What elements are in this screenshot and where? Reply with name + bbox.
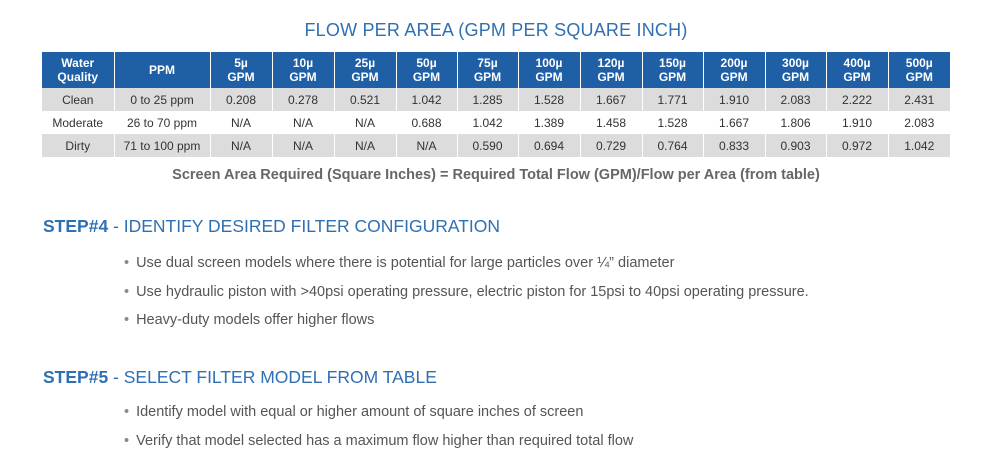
column-header [765, 52, 826, 88]
column-header-line: 120µ [597, 56, 625, 70]
table-cell: 0.972 [826, 134, 888, 157]
column-header [114, 52, 210, 88]
table-cell: 0.208 [210, 88, 272, 111]
column-header-line: 10µ [292, 56, 314, 70]
step-4-heading [43, 216, 500, 237]
step-5-bullet-list [124, 398, 633, 455]
bullet-icon: • [124, 255, 130, 271]
table-cell: N/A [396, 134, 457, 157]
table-cell: 1.458 [580, 111, 642, 134]
table-cell: 1.910 [703, 88, 765, 111]
bullet-icon: • [124, 312, 130, 328]
column-header-line: 100µ [535, 56, 563, 70]
column-header [334, 52, 396, 88]
list-item [124, 398, 633, 427]
table-cell: 1.528 [642, 111, 703, 134]
column-header [642, 52, 703, 88]
column-header [272, 52, 334, 88]
step-4-bullet-list [124, 249, 809, 335]
table-cell: 2.083 [765, 88, 826, 111]
bullet-icon: • [124, 283, 130, 300]
column-header-line: 25µ [354, 56, 376, 70]
table-cell: 1.389 [518, 111, 580, 134]
column-header-line: GPM [535, 70, 563, 84]
table-cell: 1.910 [826, 111, 888, 134]
list-item [124, 278, 809, 307]
table-cell: 71 to 100 ppm [114, 134, 210, 157]
table-cell: 0.903 [765, 134, 826, 157]
column-header-line: GPM [597, 70, 625, 84]
column-header-line: Water [61, 56, 95, 70]
table-cell: 0.694 [518, 134, 580, 157]
column-header-line: 75µ [477, 56, 498, 70]
column-header-line: PPM [148, 63, 175, 77]
table-cell: 0.521 [334, 88, 396, 111]
table-cell: Moderate [42, 111, 114, 134]
list-item-text: Use dual screen models where there is potential for large particles over ¼” diameter [136, 255, 675, 271]
table-cell: 2.222 [826, 88, 888, 111]
column-header-line: GPM [843, 70, 871, 84]
table-cell: N/A [210, 134, 272, 157]
list-item-text: Verify that model selected has a maximum flow higher than required total flow [136, 432, 634, 449]
table-cell: 1.285 [457, 88, 518, 111]
step-title: IDENTIFY DESIRED FILTER CONFIGURATION [123, 216, 501, 236]
column-header-line: 5µ [234, 56, 248, 70]
column-header [457, 52, 518, 88]
step-5-heading [43, 367, 437, 388]
table-row [42, 88, 950, 111]
list-item [124, 427, 633, 456]
column-header-line: GPM [720, 70, 748, 84]
column-header [580, 52, 642, 88]
column-header-line: GPM [905, 70, 933, 84]
step-separator: - [108, 216, 124, 236]
table-cell: 1.667 [703, 111, 765, 134]
table-cell: Clean [42, 88, 114, 111]
table-cell: 1.042 [457, 111, 518, 134]
table-cell: 0.590 [457, 134, 518, 157]
table-cell: N/A [334, 111, 396, 134]
column-header [42, 52, 114, 88]
column-header-line: GPM [473, 70, 502, 84]
column-header [396, 52, 457, 88]
step-title: SELECT FILTER MODEL FROM TABLE [123, 367, 437, 387]
table-cell: 0 to 25 ppm [114, 88, 210, 111]
table-cell: 0.833 [703, 134, 765, 157]
column-header-line: GPM [658, 70, 687, 84]
column-header [826, 52, 888, 88]
list-item-text: Heavy-duty models offer higher flows [136, 312, 375, 328]
table-cell: 0.688 [396, 111, 457, 134]
table-cell: 1.667 [580, 88, 642, 111]
table-cell: N/A [272, 134, 334, 157]
table-cell: 0.278 [272, 88, 334, 111]
column-header-line: GPM [227, 70, 255, 84]
table-cell: 26 to 70 ppm [114, 111, 210, 134]
table-row [42, 134, 950, 157]
flow-per-area-table [42, 52, 950, 157]
column-header [518, 52, 580, 88]
table-cell: 2.431 [888, 88, 950, 111]
table-cell: 0.729 [580, 134, 642, 157]
step-separator: - [108, 367, 124, 387]
table-cell: 1.528 [518, 88, 580, 111]
column-header [210, 52, 272, 88]
table-cell: N/A [272, 111, 334, 134]
column-header-line: Quality [57, 70, 99, 84]
table-cell: 1.806 [765, 111, 826, 134]
list-item [124, 249, 809, 278]
column-header-line: GPM [289, 70, 317, 84]
column-header-line: GPM [781, 70, 810, 84]
table-cell: 1.771 [642, 88, 703, 111]
column-header-line: GPM [351, 70, 379, 84]
table-cell: 2.083 [888, 111, 950, 134]
bullet-icon: • [124, 432, 130, 449]
step-number: STEP#5 [43, 367, 109, 387]
list-item-text: Identify model with equal or higher amount of square inches of screen [136, 404, 584, 420]
column-header-line: 150µ [659, 56, 686, 70]
table-row [42, 111, 950, 134]
column-header [888, 52, 950, 88]
step-number: STEP#4 [43, 216, 109, 236]
column-header-line: 400µ [843, 56, 871, 70]
table-cell: N/A [210, 111, 272, 134]
column-header-line: 200µ [720, 56, 748, 70]
table-title: FLOW PER AREA (GPM PER SQUARE INCH) [304, 20, 688, 40]
table-cell: 0.764 [642, 134, 703, 157]
table-cell: 1.042 [396, 88, 457, 111]
table-cell: N/A [334, 134, 396, 157]
column-header-line: GPM [412, 70, 441, 84]
column-header-line: 300µ [782, 56, 809, 70]
list-item-text: Use hydraulic piston with >40psi operating pressure, electric piston for 15psi to 40psi operating pressure. [136, 283, 809, 300]
column-header [703, 52, 765, 88]
table-cell: 1.042 [888, 134, 950, 157]
column-header-line: 50µ [416, 56, 437, 70]
list-item [124, 306, 809, 335]
screen-area-formula: Screen Area Required (Square Inches) = Required Total Flow (GPM)/Flow per Area (from table) [172, 167, 820, 183]
table-cell: Dirty [42, 134, 114, 157]
bullet-icon: • [124, 404, 130, 420]
column-header-line: 500µ [905, 56, 933, 70]
table-header-row [42, 52, 950, 88]
